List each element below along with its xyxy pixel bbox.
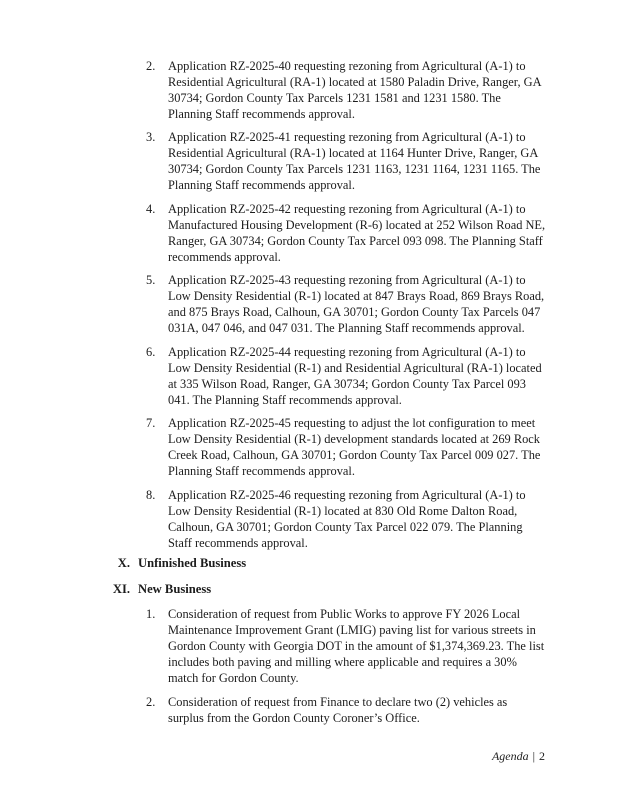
item-number: 6. — [146, 345, 156, 359]
item-text: Application RZ-2025-42 requesting rezoning from Agricultural (A-1) to Manufactured Housing Development (R-6) located at 252 Wilson Road NE, Ranger, GA 30734; Gordon County Tax Parcel 093 098. The Planning Staff recommends approval. — [168, 202, 546, 264]
page-number: 2 — [539, 749, 545, 763]
item-number: 4. — [146, 202, 156, 216]
agenda-item-rz-2025-42 — [146, 201, 546, 265]
agenda-item-rz-2025-40 — [146, 58, 546, 122]
agenda-item-rz-2025-43 — [146, 272, 546, 336]
item-number: 2. — [146, 59, 156, 73]
item-number: 8. — [146, 488, 156, 502]
item-number: 3. — [146, 130, 156, 144]
footer-separator: | — [532, 749, 535, 763]
item-text: Application RZ-2025-43 requesting rezoning from Agricultural (A-1) to Low Density Residential (R-1) located at 847 Brays Road, 869 Brays Road, and 875 Brays Road, Calhoun, GA 30701; Gordon County Tax Parcels 047 031A, 047 046, and 047 031. The Planning Staff recommends approval. — [168, 273, 545, 335]
item-number: 7. — [146, 416, 156, 430]
agenda-item-rz-2025-46 — [146, 487, 546, 551]
item-text: Application RZ-2025-40 requesting rezoning from Agricultural (A-1) to Residential Agricultural (RA-1) located at 1580 Paladin Drive, Ranger, GA 30734; Gordon County Tax Parcels 1231 1581 and 1231 1580. The Planning Staff recommends approval. — [168, 59, 541, 121]
item-number: 5. — [146, 273, 156, 287]
item-text: Application RZ-2025-41 requesting rezoning from Agricultural (A-1) to Residential Agricultural (RA-1) located at 1164 Hunter Drive, Ranger, GA 30734; Gordon County Tax Parcels 1231 1163, 1231 1164, 1231 1165. The Planning Staff recommends approval. — [168, 130, 541, 192]
section-numeral: XI. — [112, 582, 130, 596]
item-text: Application RZ-2025-44 requesting rezoning from Agricultural (A-1) to Low Density Residential (R-1) and Residential Agricultural (RA-1) located at 335 Wilson Road, Ranger, GA 30734; Gordon County Tax Parcel 093 041. The Planning Staff recommends approval. — [168, 345, 542, 407]
item-text: Consideration of request from Public Works to approve FY 2026 Local Maintenance Improvement Grant (LMIG) paving list for various streets in Gordon County with Georgia DOT in the amount of $1,374,369.23. The list includes both paving and milling where applicable and requires a 30% match for Gordon County. — [168, 607, 545, 685]
item-text: Application RZ-2025-45 requesting to adjust the lot configuration to meet Low Density Residential (R-1) development standards located at 269 Rock Creek Road, Calhoun, GA 30701; Gordon County Tax Parcel 009 027. The Planning Staff recommends approval. — [168, 416, 541, 478]
footer-label: Agenda — [491, 749, 529, 763]
section-title: New Business — [138, 582, 212, 596]
section-heading-unfinished-business — [100, 555, 246, 571]
agenda-item-rz-2025-44 — [146, 344, 546, 408]
new-business-item-surplus-vehicles — [146, 694, 546, 726]
item-text: Application RZ-2025-46 requesting rezoning from Agricultural (A-1) to Low Density Residential (R-1) located at 830 Old Rome Dalton Road, Calhoun, GA 30701; Gordon County Tax Parcel 022 079. The Planning Staff recommends approval. — [168, 488, 526, 550]
item-text: Consideration of request from Finance to declare two (2) vehicles as surplus from the Gordon County Coroner’s Office. — [168, 695, 508, 725]
page-footer — [492, 748, 545, 764]
section-heading-new-business — [100, 581, 211, 597]
section-numeral: X. — [117, 556, 130, 570]
new-business-item-lmig — [146, 606, 546, 686]
section-title: Unfinished Business — [138, 556, 247, 570]
agenda-item-rz-2025-45 — [146, 415, 546, 479]
item-number: 2. — [146, 695, 156, 709]
agenda-item-rz-2025-41 — [146, 129, 546, 193]
item-number: 1. — [146, 607, 156, 621]
